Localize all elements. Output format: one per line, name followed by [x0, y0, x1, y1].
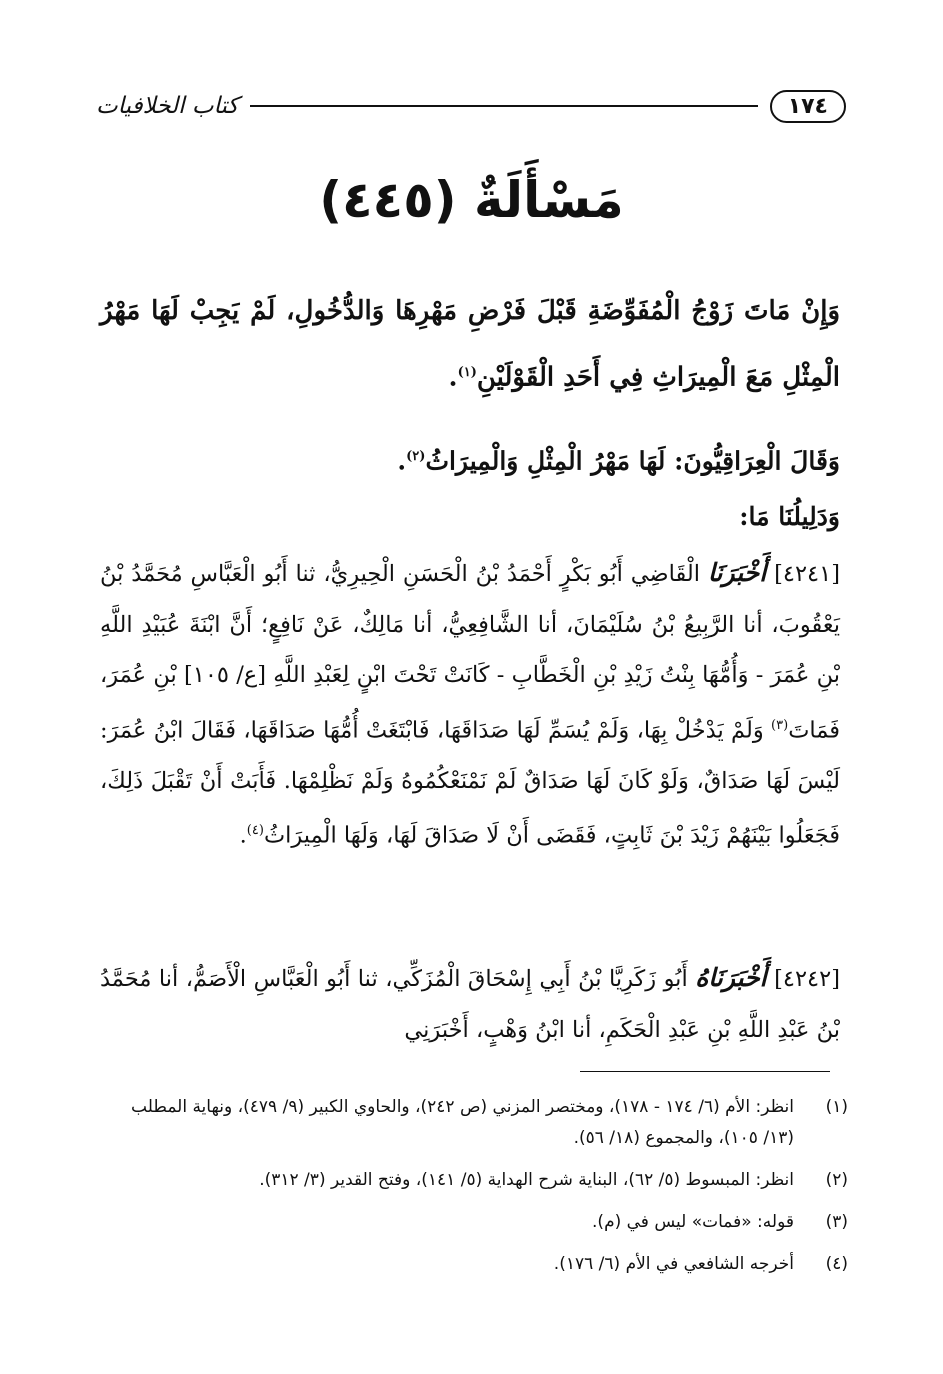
masala-title: مَسْأَلَةٌ (٤٤٥)	[319, 171, 624, 229]
book-title: كتاب الخلافيات	[96, 93, 239, 119]
hadith-text: أَبُو زَكَرِيَّا بْنُ أَبِي إِسْحَاقَ الْمُزَكِّي، ثنا أَبُو الْعَبَّاسِ الْأَصَمُّ، أنا مُحَمَّدُ بْنُ عَبْدِ اللَّهِ بْنِ عَبْدِ الْحَكَمِ، أنا ابْنُ وَهْبٍ، أَخْبَرَنِي	[100, 966, 840, 1043]
footnote-ref-3[interactable]: (٣)	[771, 717, 789, 733]
footnote-number: (٤)	[825, 1254, 848, 1274]
iraqi-opinion: وَقَالَ الْعِرَاقِيُّونَ: لَهَا مَهْرُ الْمِثْلِ وَالْمِيرَاثُ$^{(٢)}$.	[397, 446, 840, 476]
evidence-heading: وَدَلِيلُنَا مَا:	[739, 502, 840, 531]
hadith-keyword: أَخْبَرَنَا	[707, 558, 767, 587]
footnote-ref-1[interactable]: (١)	[457, 365, 477, 380]
running-header	[96, 78, 846, 134]
footnote-2	[96, 1165, 848, 1196]
page-number: ١٧٤	[770, 90, 846, 123]
masala-statement: وَإِنْ مَاتَ زَوْجُ الْمُفَوِّضَةِ قَبْلَ فَرْضِ مَهْرِهَا وَالدُّخُولِ، لَمْ يَجِبْ لَهَا مَهْرُ الْمِثْلِ مَعَ الْمِيرَاثِ فِي أَحَدِ الْقَوْلَيْنِ$^{(١)}$.	[100, 296, 840, 393]
footnotes	[96, 1092, 848, 1291]
footnote-1	[96, 1092, 848, 1154]
hadith-number: [٤٢٤١]	[774, 561, 841, 587]
hadith-number: [٤٢٤٢]	[774, 966, 840, 992]
footnote-text: انظر: المبسوط (٥/ ٦٢)، البناية شرح الهداية (٥/ ١٤١)، وفتح القدير (٣/ ٣١٢).	[259, 1170, 794, 1190]
footnote-ref-2[interactable]: (٢)	[406, 449, 426, 464]
footnote-text: قوله: «فمات» ليس في (م).	[592, 1212, 794, 1232]
hadith-text-continued: وَلَمْ يَدْخُلْ بِهَا، وَلَمْ يُسَمِّ لَهَا صَدَاقَهَا، فَابْتَغَتْ أُمُّهَا صَدَاقَهَا، فَقَالَ ابْنُ عُمَرَ: لَيْسَ لَهَا صَدَاقٌ، وَلَوْ كَانَ لَهَا صَدَاقٌ لَمْ نَمْنَعْكُمُوهُ وَلَمْ نَظْلِمْهَا. فَأَبَتْ أَنْ تَقْبَلَ ذَلِكَ، فَجَعَلُوا بَيْنَهُمْ زَيْدَ بْنَ ثَابِتٍ، فَقَضَى أَنْ لَا صَدَاقَ لَهَا، وَلَهَا الْمِيرَاثُ	[100, 717, 840, 849]
header-rule	[250, 105, 757, 107]
statement-text: وَإِنْ مَاتَ زَوْجُ الْمُفَوِّضَةِ قَبْلَ فَرْضِ مَهْرِهَا وَالدُّخُولِ، لَمْ يَجِبْ لَهَا مَهْرُ الْمِثْلِ مَعَ الْمِيرَاثِ فِي أَحَدِ الْقَوْلَيْنِ	[100, 296, 840, 393]
footnote-number: (٣)	[825, 1212, 848, 1232]
footnote-text: أخرجه الشافعي في الأم (٦/ ١٧٦).	[553, 1254, 794, 1274]
footnote-divider	[580, 1071, 830, 1072]
hadith-4242	[100, 953, 840, 1055]
footnote-4	[96, 1249, 848, 1280]
hadith-text: الْقَاضِي أَبُو بَكْرٍ أَحْمَدُ بْنُ الْحَسَنِ الْحِيرِيُّ، ثنا أَبُو الْعَبَّاسِ مُحَمَّدُ بْنُ يَعْقُوبَ، أنا الرَّبِيعُ بْنُ سُلَيْمَانَ، أنا الشَّافِعِيُّ، أنا مَالِكٌ، عَنْ نَافِعٍ؛ أَنَّ ابْنَةَ عُبَيْدِ اللَّهِ بْنِ عُمَرَ - وَأُمُّهَا بِنْتُ زَيْدِ بْنِ الْخَطَّابِ - كَانَتْ تَحْتَ ابْنٍ لِعَبْدِ اللَّهِ [ع/ ١٠٥] بْنِ عُمَرَ، فَمَاتَ	[100, 561, 840, 743]
hadith-4241: [٤٢٤١] أَخْبَرَنَا الْقَاضِي أَبُو بَكْرٍ أَحْمَدُ بْنُ الْحَسَنِ الْحِيرِيُّ، ثنا أَبُو الْعَبَّاسِ مُحَمَّدُ بْنُ يَعْقُوبَ، أنا الرَّبِيعُ بْنُ سُلَيْمَانَ، أنا الشَّافِعِيُّ، أنا مَالِكٌ، عَنْ نَافِعٍ؛ أَنَّ ابْنَةَ عُبَيْدِ اللَّهِ بْنِ عُمَرَ - وَأُمُّهَا بِنْتُ زَيْدِ بْنِ الْخَطَّابِ - كَانَتْ تَحْتَ ابْنٍ لِعَبْدِ اللَّهِ [ع/ ١٠٥] بْنِ عُمَرَ، فَمَاتَ$^{(٣)}$ وَلَمْ يَدْخُلْ بِهَا، وَلَمْ يُسَمِّ لَهَا صَدَاقَهَا، فَابْتَغَتْ أُمُّهَا صَدَاقَهَا، فَقَالَ ابْنُ عُمَرَ: لَيْسَ لَهَا صَدَاقٌ، وَلَوْ كَانَ لَهَا صَدَاقٌ لَمْ نَمْنَعْكُمُوهُ وَلَمْ نَظْلِمْهَا. فَأَبَتْ أَنْ تَقْبَلَ ذَلِكَ، فَجَعَلُوا بَيْنَهُمْ زَيْدَ بْنَ ثَابِتٍ، فَقَضَى أَنْ لَا صَدَاقَ لَهَا، وَلَهَا الْمِيرَاثُ$^{(٤)}$.	[100, 558, 841, 849]
iraqi-text: وَقَالَ الْعِرَاقِيُّونَ: لَهَا مَهْرُ الْمِثْلِ وَالْمِيرَاثُ	[425, 446, 840, 476]
footnote-text: انظر: الأم (٦/ ١٧٤ - ١٧٨)، ومختصر المزني (ص ٢٤٢)، والحاوي الكبير (٩/ ٤٧٩)، ونهاية المطلب (١٣/ ١٠٥)، والمجموع (١٨/ ٥٦).	[131, 1097, 794, 1148]
footnote-number: (٢)	[825, 1170, 848, 1190]
hadith-keyword: أَخْبَرَنَاهُ	[695, 963, 767, 992]
footnote-ref-4[interactable]: (٤)	[246, 823, 264, 838]
footnote-number: (١)	[825, 1097, 848, 1117]
footnote-3	[96, 1207, 848, 1238]
